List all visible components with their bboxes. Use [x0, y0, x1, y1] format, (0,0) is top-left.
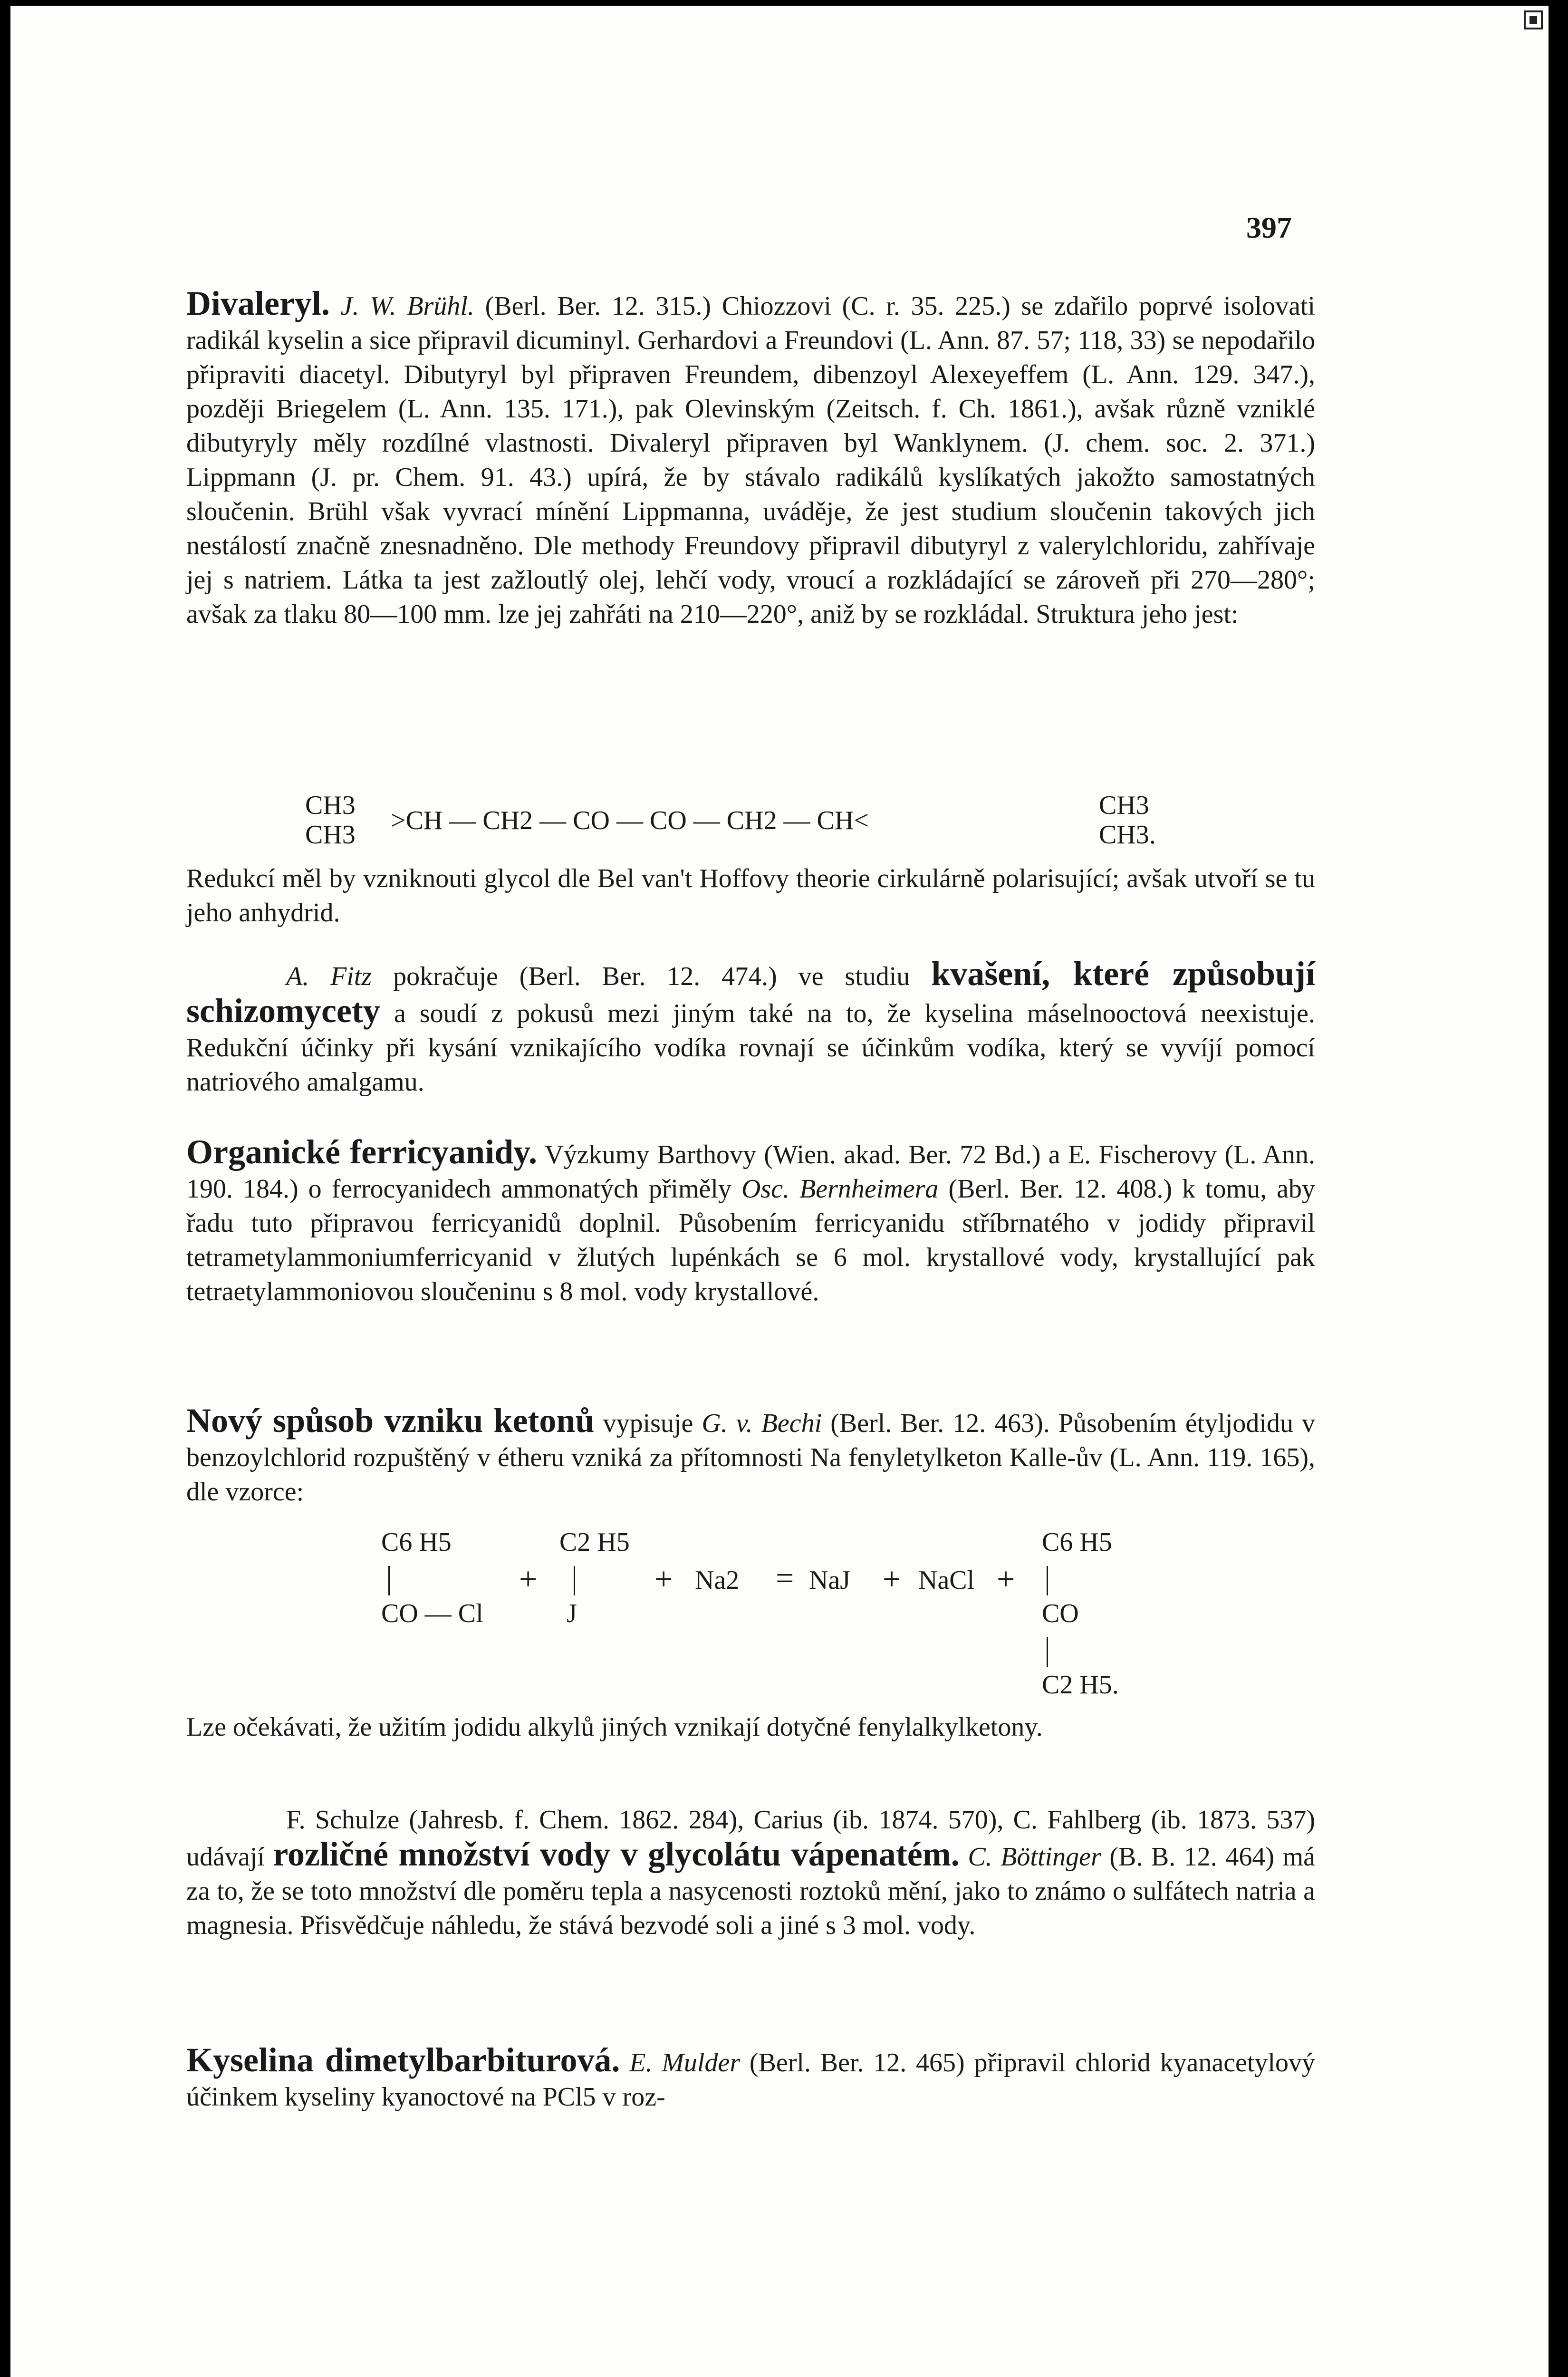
paragraph-text-a: vypisuje: [603, 1409, 693, 1438]
paragraph-ferricyanidy: [186, 1135, 1315, 1309]
paragraph-text-b: (Berl. Ber. 12. 408.) k tomu, aby řadu tuto připravou ferricyanidů doplnil. Působením ferricyanidu stříbrnatého v jodidy připravil tetrametylammoniumferricyanid v žlutých lupénkách se 6 mol. krystallové vody, krystallující pak tetraetylammoniovou sloučeninu s 8 mol. vody krystallové.: [186, 1174, 1316, 1306]
paragraph-ocekavani: [186, 1710, 1315, 1744]
heading-ferricyanidy: Organické ferricyanidy.: [186, 1133, 538, 1171]
formula-co: CO: [1042, 1599, 1079, 1628]
paragraph-text: Redukcí měl by vzniknouti glycol dle Bel van't Hoffovy theorie cirkulárně polarisující; avšak utvoří se tu jeho anhydrid.: [186, 864, 1315, 928]
formula-plus-2: +: [654, 1561, 673, 1597]
page: [10, 6, 1549, 2377]
paragraph-fitz: [186, 957, 1315, 1099]
formula-ch3-right-top: CH3: [1099, 791, 1149, 820]
paragraph-glycolat: [186, 1803, 1315, 1942]
paragraph-text-b: (Berl. Ber. 12. 463). Působením étyljodidu v benzoylchlorid rozpuštěný v étheru vzniká za přítomnosti Na fenyletylketon Kalle-ův (L. Ann. 119. 165), dle vzorce:: [186, 1409, 1316, 1507]
author-bechi: G. v. Bechi: [702, 1409, 822, 1438]
heading-ketony: Nový spůsob vzniku ketonů: [186, 1401, 595, 1440]
formula-nacl: NaCl: [918, 1565, 975, 1595]
formula-na2: Na2: [695, 1565, 740, 1595]
paragraph-text-a: Výzkumy Barthovy (Wien. akad. Ber. 72 Bd.) a E. Fischerovy (L. Ann. 190. 184.) o ferrocyanidech ammonatých přiměly: [186, 1140, 1315, 1204]
formula-chain: >CH — CH2 — CO — CO — CH2 — CH<: [391, 806, 869, 835]
heading-divaleryl: Divaleryl.: [186, 284, 330, 322]
paragraph-ketony: [186, 1403, 1315, 1509]
paragraph-text-a: F. Schulze (Jahresb. f. Chem. 1862. 284), Carius (ib. 1874. 570), C. Fahlberg (ib. 1873. 537) udávají: [186, 1805, 1315, 1872]
formula-ch3-right-bottom: CH3.: [1099, 820, 1156, 850]
paragraph-text-b: a soudí z pokusů mezi jiným také na to, že kyselina máselnooctová neexistuje. Redukční účinky při kysání vznikajícího vodíka rovnají se účinkům vodíka, který se vyvíjí pomocí natriového amalgamu.: [186, 999, 1316, 1097]
formula-ch3-left-top: CH3: [305, 791, 356, 820]
paragraph-text: (Berl. Ber. 12. 315.) Chiozzovi (C. r. 35. 225.) se zdařilo poprvé isolovati radikál kyselin a sice připravil dicuminyl. Gerhardovi a Freundovi (L. Ann. 87. 57; 118, 33) se nepodařilo připraviti diacetyl. Dibutyryl byl připraven Freundem, dibenzoyl Alexeyeffem (L. Ann. 129. 347.), později Briegelem (L. Ann. 135. 171.), pak Olevinským (Zeitsch. f. Ch. 1861.), avšak různě vzniklé dibutyryly měly rozdílné vlastnosti. Divaleryl připraven byl Wanklynem. (J. chem. soc. 2. 371.) Lippmann (J. pr. Chem. 91. 43.) upírá, že by stávalo radikálů kyslíkatých jakožto samostatných sloučenin. Brühl však vyvrací mínění Lippmanna, uváděje, že jest studium sloučenin takových jich nestálostí značně znesnadněno. Dle methody Freundovy připravil dibutyryl z valerylchloridu, zahřívaje jej s natriem. Látka ta jest zažloutlý olej, lehčí vody, vroucí a rozkládající se zároveň při 270—280°; avšak za tlaku 80—100 mm. lze jej zahřáti na 210—220°, aniž by se rozkládal. Struktura jeho jest:: [186, 291, 1316, 629]
formula-ch3-left-bottom: CH3: [305, 820, 356, 850]
formula-c6h5-right: C6 H5: [1042, 1527, 1112, 1557]
heading-kvaseni: kvašení, které způsobují schizomycety: [186, 955, 1316, 1030]
paragraph-reduction: [186, 861, 1315, 930]
paragraph-barbiturova: [186, 2043, 1315, 2114]
formula-plus-1: +: [519, 1561, 538, 1597]
author-fitz: A. Fitz: [286, 962, 372, 991]
paragraph-text: (Berl. Ber. 12. 465) připravil chlorid kyanacetylový účinkem kyseliny kyanoctové na PCl5 v roz-: [186, 2048, 1316, 2112]
paragraph-text-a: pokračuje (Berl. Ber. 12. 474.) ve studiu: [393, 962, 910, 991]
formula-naj: NaJ: [809, 1565, 851, 1595]
scan-corner-mark: [1524, 10, 1543, 29]
author-bruhl: J. W. Brühl.: [340, 291, 474, 321]
formula-c2h5: C2 H5: [559, 1527, 630, 1557]
formula-plus-4: +: [997, 1561, 1015, 1597]
paragraph-text-b: (B. B. 12. 464) má za to, že se toto množství dle poměru tepla a nasycenosti roztoků mění, jako to známo o sulfátech natria a magnesia. Přisvědčuje náhledu, že stává bezvodé soli a jiné s 3 mol. vody.: [186, 1842, 1315, 1940]
author-bottinger: C. Böttinger: [968, 1842, 1101, 1872]
bond-line: [1047, 1566, 1048, 1595]
bond-line: [1047, 1637, 1048, 1667]
bond-line: [574, 1566, 575, 1595]
page-number: 397: [1246, 211, 1292, 244]
bond-line: [388, 1566, 390, 1595]
heading-barbiturova: Kyselina dimetylbarbiturová.: [186, 2041, 620, 2079]
author-bernheimer: Osc. Bernheimera: [741, 1174, 939, 1204]
formula-equals: =: [776, 1560, 794, 1596]
paragraph-text: Lze očekávati, že užitím jodidu alkylů jiných vznikají dotyčné fenylalkylketony.: [186, 1712, 1043, 1742]
formula-co-cl: CO — Cl: [381, 1599, 483, 1628]
author-mulder: E. Mulder: [629, 2048, 741, 2077]
formula-c2h5-right: C2 H5.: [1042, 1670, 1119, 1700]
paragraph-divaleryl: [186, 286, 1315, 631]
formula-j: J: [567, 1599, 577, 1628]
formula-plus-3: +: [883, 1561, 901, 1597]
heading-glycolat: rozličné množství vody v glycolátu vápenatém.: [273, 1835, 960, 1873]
formula-c6h5-left: C6 H5: [381, 1527, 452, 1557]
